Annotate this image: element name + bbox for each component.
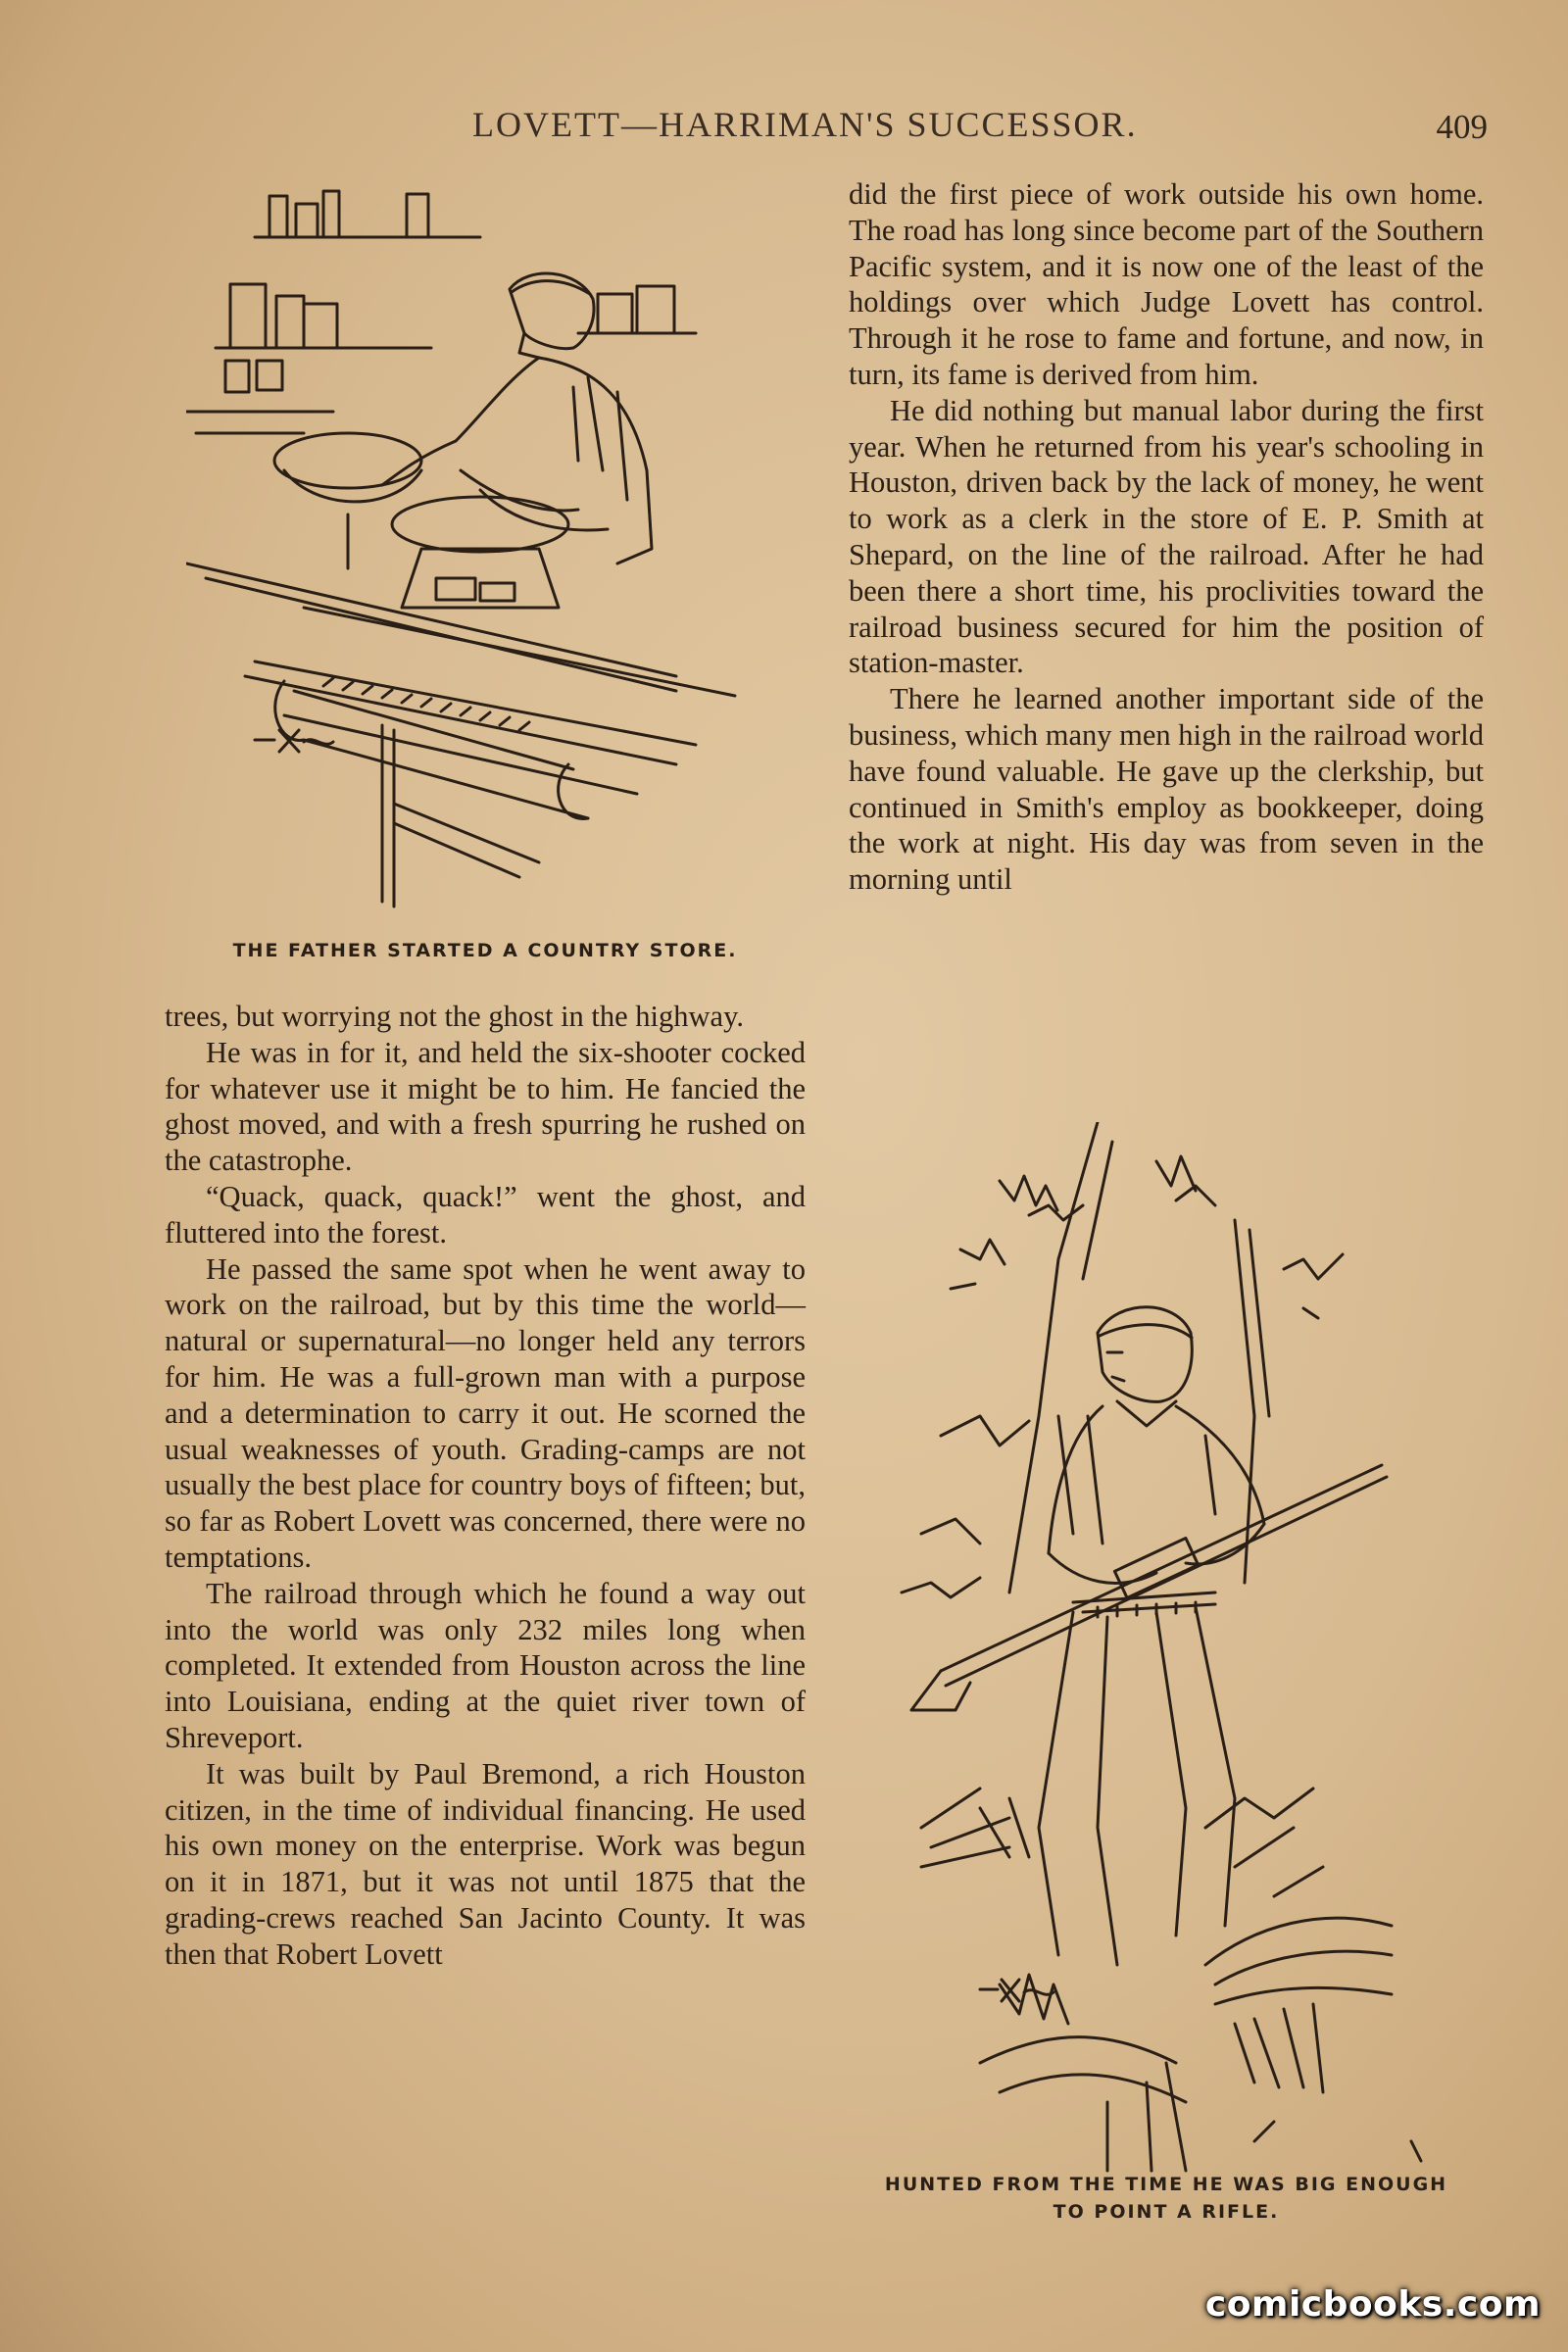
left-column-text	[165, 999, 806, 1973]
site-watermark: comicbooks.com	[1204, 2284, 1541, 2325]
running-head: LOVETT—HARRIMAN'S SUCCESSOR.	[472, 105, 1138, 144]
rifle-illustration	[862, 1122, 1470, 2230]
paragraph: trees, but worrying not the ghost in the highway.	[165, 1000, 744, 1033]
paragraph: The railroad through which he found a way out into the world was only 232 miles long when completed. It extended from Houston across the line into Louisiana, ending at the quiet river town of Shreveport.	[165, 1576, 806, 1754]
store-illustration	[186, 176, 794, 921]
rifle-caption-line-1: HUNTED FROM THE TIME HE WAS BIG ENOUGH	[884, 2174, 1448, 2195]
paragraph: He passed the same spot when he went away to work on the railroad, but by this time the world—natural or supernatural—no longer held any terrors for him. He was a full-grown man with a purpose and a determination to carry it out. He scorned the usual weaknesses of youth. Grading-camps are not usually the best place for country boys of fifteen; but, so far as Robert Lovett was concerned, there were no temptations.	[165, 1251, 806, 1574]
boy-weighing-at-store-counter-icon	[186, 176, 794, 921]
page-number: 409	[1436, 108, 1488, 146]
right-column-text	[849, 176, 1484, 898]
store-caption: THE FATHER STARTED A COUNTRY STORE.	[232, 940, 738, 961]
paragraph: It was built by Paul Bremond, a rich Houston citizen, in the time of individual financing. He used his own money on the enterprise. Work was begun on it in 1871, but it was not until 1875 that the grading-crews reached San Jacinto County. It was then that Robert Lovett	[165, 1756, 806, 1971]
paragraph: There he learned another important side of the business, which many men high in the railroad world have found valuable. He gave up the clerkship, but continued in Smith's employ as bookkeeper, doing the work at night. His day was from seven in the morning until	[849, 682, 1485, 897]
page-header	[0, 98, 1568, 157]
rifle-caption-line-2: TO POINT A RIFLE.	[1053, 2201, 1280, 2223]
boy-with-rifle-in-woods-icon	[862, 1122, 1470, 2180]
paragraph: He did nothing but manual labor during the first year. When he returned from his year's schooling in Houston, driven back by the lack of money, he went to work as a clerk in the store of E. P. Smith at Shepard, on the line of the railroad. After he had been there a short time, his proclivities toward the railroad business secured for him the position of station-master.	[849, 393, 1484, 680]
paragraph: He was in for it, and held the six-shooter cocked for whatever use it might be to him. He fancied the ghost moved, and with a fresh spurring he rushed on the catastrophe.	[165, 1035, 806, 1178]
paragraph: did the first piece of work outside his own home. The road has long since become part of the Southern Pacific system, and it is now one of the least of the holdings over which Judge Lovett has control. Through it he rose to fame and fortune, and now, in turn, its fame is derived from him.	[849, 177, 1484, 391]
rifle-caption	[833, 2171, 1499, 2226]
paragraph: “Quack, quack, quack!” went the ghost, and fluttered into the forest.	[165, 1179, 806, 1250]
